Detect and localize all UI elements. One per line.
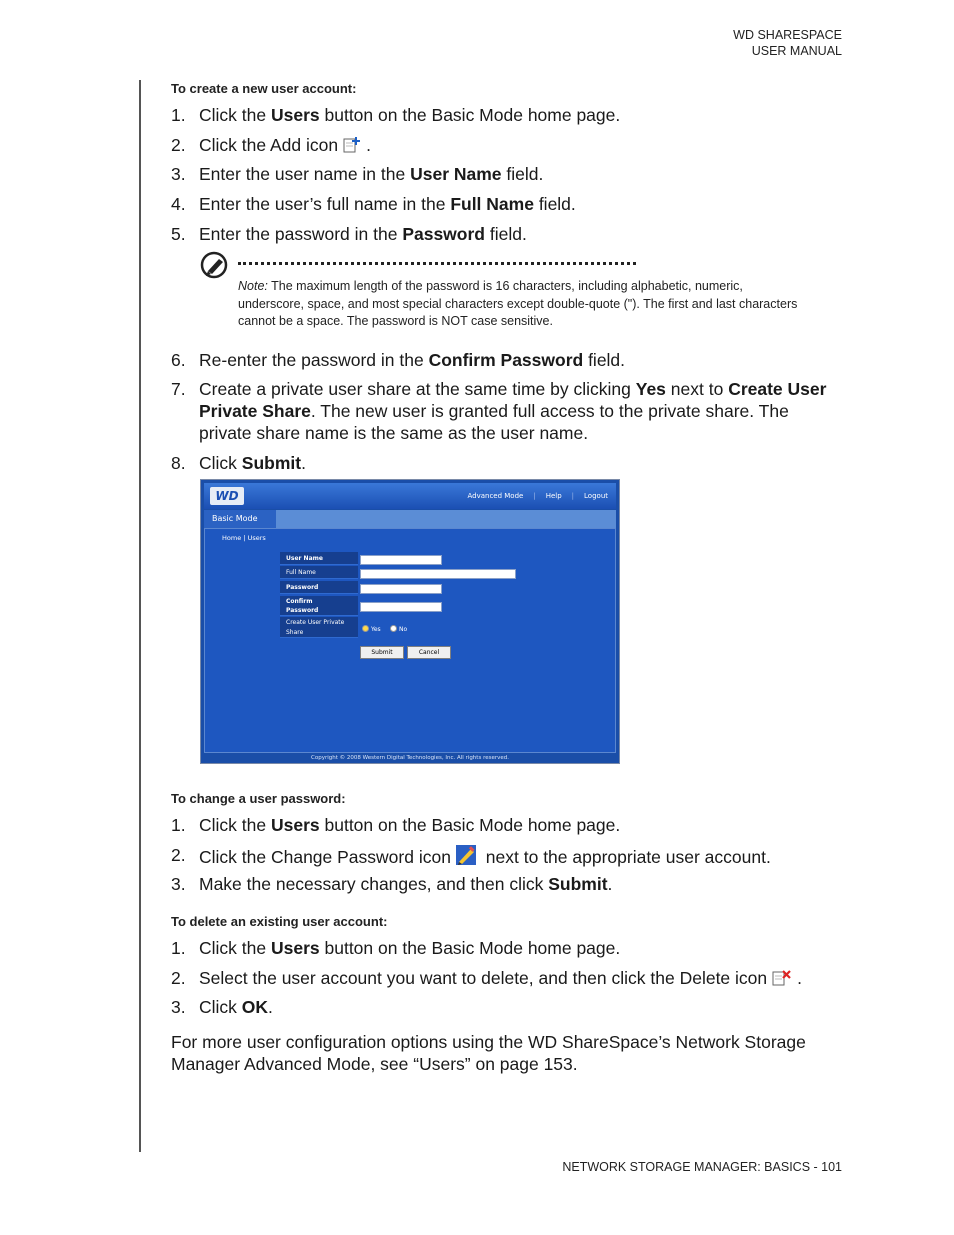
submit-button[interactable]: Submit	[360, 646, 404, 659]
copyright: Copyright © 2008 Western Digital Technologies, Inc. All rights reserved.	[311, 755, 509, 761]
basic-mode-screenshot	[200, 479, 620, 764]
header-manual: USER MANUAL	[751, 44, 842, 58]
create-section-title: To create a new user account:	[171, 81, 357, 96]
add-icon	[342, 136, 362, 159]
help-link[interactable]: Help	[545, 492, 562, 500]
change-password-icon	[455, 844, 477, 871]
top-links: Advanced Mode | Help | Logout	[467, 492, 608, 500]
confirm-password-input[interactable]	[360, 602, 442, 612]
app-content	[204, 528, 616, 753]
note-text: Note: The maximum length of the password is 16 characters, including alphabetic, numeric, underscore, space, and most special characters except double-quote ("). The first and last characters cannot be a space. The password is NOT case sensitive.	[238, 279, 798, 328]
change-section-title: To change a user password:	[171, 791, 346, 806]
advanced-mode-link[interactable]: Advanced Mode	[467, 492, 524, 500]
user-name-label: User Name	[280, 552, 358, 565]
note-pencil-icon	[200, 250, 230, 285]
user-name-input[interactable]	[360, 555, 442, 565]
tab-row	[204, 510, 616, 528]
app-topbar	[204, 483, 616, 509]
private-share-label: Create User Private Share	[280, 617, 358, 638]
closing-paragraph: For more user configuration options using the WD ShareSpace’s Network Storage Manager Advanced Mode, see “Users” on page 153.	[171, 1032, 806, 1074]
radio-yes[interactable]: Yes	[362, 625, 381, 633]
logout-link[interactable]: Logout	[584, 492, 608, 500]
breadcrumb-users[interactable]: Users	[247, 534, 266, 542]
delete-icon	[771, 969, 793, 992]
tab-basic-mode[interactable]: Basic Mode	[204, 510, 276, 528]
password-label: Password	[280, 581, 358, 594]
cancel-button[interactable]: Cancel	[407, 646, 451, 659]
breadcrumb: Home | Users	[222, 534, 266, 542]
running-header	[733, 27, 842, 59]
wd-logo: WD	[210, 487, 244, 505]
password-input[interactable]	[360, 584, 442, 594]
note-divider	[238, 262, 636, 265]
note-box	[200, 250, 800, 335]
running-footer: NETWORK STORAGE MANAGER: BASICS - 101	[562, 1160, 842, 1174]
confirm-password-label: Confirm Password	[280, 596, 358, 616]
radio-no[interactable]: No	[390, 625, 407, 633]
full-name-label: Full Name	[280, 566, 358, 579]
margin-rule	[139, 80, 141, 1152]
full-name-input[interactable]	[360, 569, 516, 579]
breadcrumb-home[interactable]: Home	[222, 534, 242, 542]
header-product: WD SHARESPACE	[733, 28, 842, 42]
delete-section-title: To delete an existing user account:	[171, 914, 388, 929]
